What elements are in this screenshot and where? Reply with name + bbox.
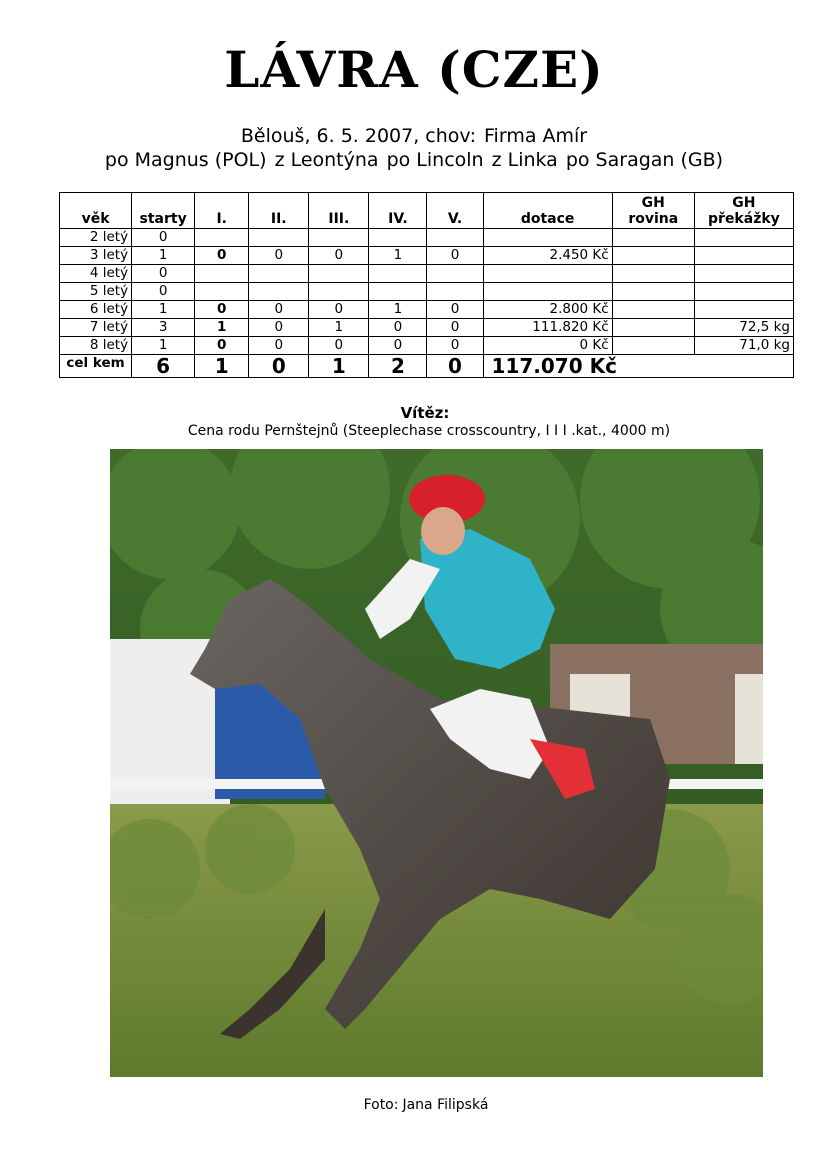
table-cell <box>612 319 694 337</box>
pedigree-sire: po Magnus (POL) <box>104 149 267 171</box>
table-cell: 1 <box>195 319 249 337</box>
table-cell <box>195 283 249 301</box>
table-cell <box>483 265 612 283</box>
total-second: 0 <box>249 355 309 378</box>
header-first: I. <box>195 193 249 229</box>
pedigree-dam: z Leontýna <box>274 149 379 171</box>
table-cell <box>694 283 793 301</box>
table-row <box>60 301 794 319</box>
table-cell: 0 <box>249 247 309 265</box>
table-cell: 0 <box>427 301 483 319</box>
header-gh-flat: GH rovina <box>612 193 694 229</box>
table-cell: 5 letý <box>60 283 132 301</box>
table-cell <box>427 229 483 247</box>
table-cell <box>694 265 793 283</box>
table-cell <box>483 283 612 301</box>
header-third: III. <box>309 193 369 229</box>
table-cell: 4 letý <box>60 265 132 283</box>
table-row <box>60 283 794 301</box>
table-row <box>60 247 794 265</box>
table-cell: 2 letý <box>60 229 132 247</box>
pedigree-granddam: z Linka <box>491 149 558 171</box>
pedigree-granddamsire: po Saragan (GB) <box>565 149 724 171</box>
winner-race: Cena rodu Pernštejnů (Steeplechase crosscountry, I I I .kat., 4000 m) <box>187 423 671 439</box>
table-cell: 0 <box>309 247 369 265</box>
header-gh-jumps: GH překážky <box>694 193 793 229</box>
table-cell <box>483 229 612 247</box>
table-cell <box>195 229 249 247</box>
table-cell: 0 <box>369 319 427 337</box>
total-third: 1 <box>309 355 369 378</box>
table-cell <box>612 283 694 301</box>
header-starts: starty <box>132 193 195 229</box>
table-row <box>60 337 794 355</box>
breeder: Firma Amír <box>484 125 588 147</box>
table-cell: 2.450 Kč <box>483 247 612 265</box>
total-prize: 117.070 Kč <box>483 355 793 378</box>
table-cell: 0 <box>427 319 483 337</box>
table-cell <box>309 283 369 301</box>
table-cell <box>612 247 694 265</box>
table-header-row <box>60 193 794 229</box>
table-cell: 1 <box>309 319 369 337</box>
table-cell <box>309 229 369 247</box>
table-cell: 0 <box>132 229 195 247</box>
table-cell <box>612 337 694 355</box>
total-first: 1 <box>195 355 249 378</box>
total-starts: 6 <box>132 355 195 378</box>
header-age: věk <box>60 193 132 229</box>
header-prize: dotace <box>483 193 612 229</box>
table-cell: 0 <box>132 265 195 283</box>
table-cell: 1 <box>369 301 427 319</box>
table-cell <box>694 301 793 319</box>
table-cell: 3 letý <box>60 247 132 265</box>
total-row <box>60 355 794 378</box>
table-cell <box>249 229 309 247</box>
table-row <box>60 265 794 283</box>
pedigree-line <box>0 149 828 171</box>
credit-name: Jana Filipská <box>402 1097 489 1113</box>
header-second: II. <box>249 193 309 229</box>
table-cell: 0 <box>249 337 309 355</box>
table-cell: 1 <box>132 337 195 355</box>
table-cell <box>612 301 694 319</box>
table-cell: 3 <box>132 319 195 337</box>
table-cell: 71,0 kg <box>694 337 793 355</box>
header-fifth: V. <box>427 193 483 229</box>
table-cell: 0 <box>427 247 483 265</box>
table-row <box>60 319 794 337</box>
table-cell: 8 letý <box>60 337 132 355</box>
table-cell <box>612 265 694 283</box>
credit-label: Foto: <box>363 1097 399 1113</box>
total-label: cel kem <box>60 355 132 378</box>
table-cell <box>427 283 483 301</box>
table-cell <box>694 229 793 247</box>
horse-name-title: LÁVRA (CZE) <box>224 40 604 99</box>
table-cell <box>195 265 249 283</box>
table-cell: 0 <box>132 283 195 301</box>
table-cell: 7 letý <box>60 319 132 337</box>
table-cell <box>249 265 309 283</box>
table-cell: 0 <box>249 301 309 319</box>
table-cell: 6 letý <box>60 301 132 319</box>
total-fourth: 2 <box>369 355 427 378</box>
table-cell: 0 <box>249 319 309 337</box>
table-cell: 1 <box>132 301 195 319</box>
table-cell <box>249 283 309 301</box>
winner-heading: Vítěz: <box>400 404 450 422</box>
table-cell: 0 <box>195 301 249 319</box>
race-record-table <box>59 192 794 378</box>
photo-credit <box>0 1097 828 1113</box>
table-cell: 0 <box>427 337 483 355</box>
table-cell <box>369 283 427 301</box>
table-cell <box>369 229 427 247</box>
table-row <box>60 229 794 247</box>
race-photo <box>110 449 763 1077</box>
color-birth: Bělouš, 6. 5. 2007, chov: <box>240 125 477 147</box>
pedigree-damsire: po Lincoln <box>386 149 484 171</box>
table-cell <box>309 265 369 283</box>
table-cell: 0 <box>309 337 369 355</box>
table-cell: 0 Kč <box>483 337 612 355</box>
table-cell <box>427 265 483 283</box>
table-cell: 0 <box>195 337 249 355</box>
table-cell <box>694 247 793 265</box>
birth-info-line <box>0 125 828 147</box>
table-cell: 72,5 kg <box>694 319 793 337</box>
table-cell: 2.800 Kč <box>483 301 612 319</box>
table-cell: 111.820 Kč <box>483 319 612 337</box>
table-cell: 1 <box>369 247 427 265</box>
total-fifth: 0 <box>427 355 483 378</box>
table-cell: 1 <box>132 247 195 265</box>
table-cell: 0 <box>369 337 427 355</box>
table-cell <box>369 265 427 283</box>
table-cell: 0 <box>195 247 249 265</box>
table-cell <box>612 229 694 247</box>
table-cell: 0 <box>309 301 369 319</box>
header-fourth: IV. <box>369 193 427 229</box>
